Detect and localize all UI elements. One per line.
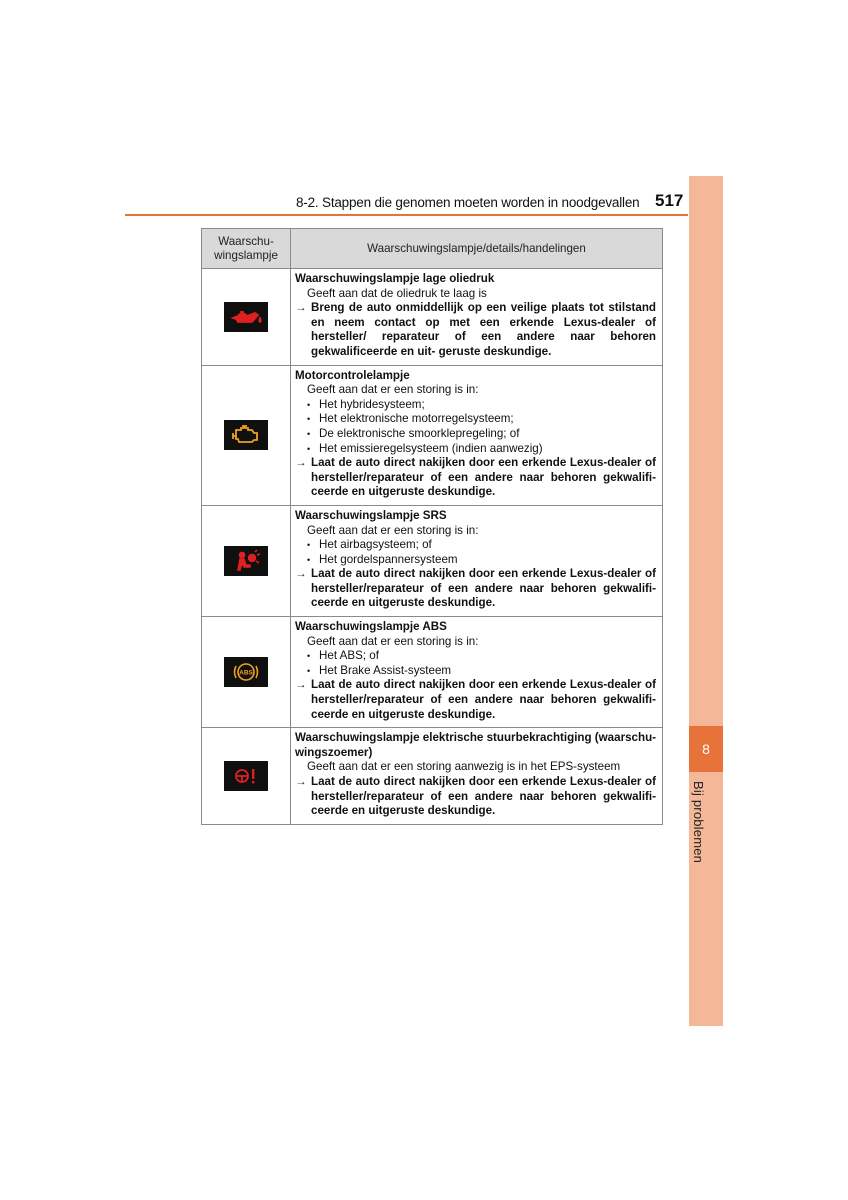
lamp-description: Geeft aan dat er een storing is in:	[307, 523, 479, 537]
chapter-label: Bij problemen	[691, 781, 706, 864]
column-header-lamp	[202, 229, 291, 269]
bullet-icon: •	[307, 428, 311, 439]
lamp-description: Geeft aan dat er een storing is in:	[307, 383, 479, 397]
lamp-details	[291, 269, 663, 366]
list-item: • Het gordelspannersysteem	[307, 552, 458, 566]
lamp-description: Geeft aan dat er een storing is in:	[307, 634, 479, 648]
eps-steering-icon	[224, 761, 268, 791]
lamp-title: Motorcontrolelampje	[295, 368, 410, 382]
table-row	[202, 365, 663, 505]
page-number: 517	[655, 191, 684, 210]
lamp-cell	[202, 269, 291, 366]
lamp-action-text: Laat de auto direct nakijken door een erkende Lexus-dealer of hersteller/reparateur of een andere naar behoren gekwalifi- ceerde en uitgeruste deskundige.	[311, 567, 656, 610]
header-divider	[125, 214, 688, 216]
column-header-lamp-label: Waarschu- wingslampje	[214, 234, 278, 262]
list-item: • Het elektronische motorregelsysteem;	[307, 412, 514, 426]
list-item: • De elektronische smoorklepregeling; of	[307, 426, 520, 440]
lamp-details	[291, 728, 663, 825]
column-header-details: Waarschuwingslampje/details/handelingen	[291, 229, 663, 269]
lamp-title: Waarschuwingslampje ABS	[295, 620, 447, 634]
lamp-title: Waarschuwingslampje SRS	[295, 508, 447, 522]
lamp-action	[295, 567, 656, 611]
bullet-icon: •	[307, 399, 311, 410]
table-row	[202, 617, 663, 728]
lamp-action	[295, 456, 656, 500]
lamp-action-text: Laat de auto direct nakijken door een erkende Lexus-dealer of hersteller/reparateur of een andere naar behoren gekwalifi- ceerde en uitgeruste deskundige.	[311, 775, 656, 818]
lamp-action-text: Breng de auto onmiddellijk op een veilige plaats tot stilstand en neem contact op met een erkende Lexus-dealer of hersteller/ reparateur of een andere naar behoren gekwalificeerde en uit- geruste deskundige.	[311, 301, 656, 358]
bullet-icon: •	[307, 665, 311, 676]
table-row	[202, 269, 663, 366]
list-item: • Het Brake Assist-systeem	[307, 663, 452, 677]
list-item: • Het airbagsysteem; of	[307, 538, 432, 552]
abs-icon	[224, 657, 268, 687]
lamp-action	[295, 678, 656, 722]
lamp-action-text: Laat de auto direct nakijken door een erkende Lexus-dealer of hersteller/reparateur of een andere naar behoren gekwalifi- ceerde en uitgeruste deskundige.	[311, 456, 656, 499]
lamp-cell	[202, 505, 291, 616]
lamp-details	[291, 505, 663, 616]
table-header-row	[202, 229, 663, 269]
bullet-icon: •	[307, 540, 311, 551]
lamp-title: Waarschuwingslampje elektrische stuurbekrachtiging (waarschu- wingszoemer)	[295, 731, 657, 759]
oil-pressure-icon	[224, 302, 268, 332]
chapter-number: 8	[689, 726, 723, 772]
lamp-cell	[202, 728, 291, 825]
table-row	[202, 728, 663, 825]
engine-check-icon	[224, 420, 268, 450]
lamp-details	[291, 365, 663, 505]
lamp-title: Waarschuwingslampje lage oliedruk	[295, 272, 495, 285]
bullet-icon: •	[307, 414, 311, 425]
lamp-cell	[202, 365, 291, 505]
chapter-side-tab	[689, 176, 723, 1026]
srs-airbag-icon	[224, 546, 268, 576]
bullet-icon: •	[307, 443, 311, 454]
arrow-right-icon: →	[295, 678, 307, 692]
lamp-description: Geeft aan dat de oliedruk te laag is	[307, 286, 487, 300]
list-item: • Het emissieregelsysteem (indien aanwezig)	[307, 441, 543, 455]
bullet-icon: •	[307, 651, 311, 662]
lamp-action-text: Laat de auto direct nakijken door een erkende Lexus-dealer of hersteller/reparateur of een andere naar behoren gekwalifi- ceerde en uitgeruste deskundige.	[311, 678, 656, 721]
section-title: 8-2. Stappen die genomen moeten worden in noodgevallen	[296, 195, 640, 210]
lamp-description: Geeft aan dat er een storing aanwezig is in het EPS-systeem	[307, 760, 621, 774]
bullet-icon: •	[307, 554, 311, 565]
table-row	[202, 505, 663, 616]
lamp-details	[291, 617, 663, 728]
arrow-right-icon: →	[295, 775, 307, 788]
arrow-right-icon: →	[295, 301, 307, 315]
list-item: • Het ABS; of	[307, 649, 379, 663]
lamp-action	[295, 301, 656, 359]
warning-lamps-table	[201, 228, 663, 825]
list-item: • Het hybridesysteem;	[307, 397, 425, 411]
lamp-action	[295, 775, 656, 819]
arrow-right-icon: →	[295, 567, 307, 581]
lamp-cell	[202, 617, 291, 728]
svg-text:ABS: ABS	[239, 669, 253, 677]
arrow-right-icon: →	[295, 456, 307, 470]
